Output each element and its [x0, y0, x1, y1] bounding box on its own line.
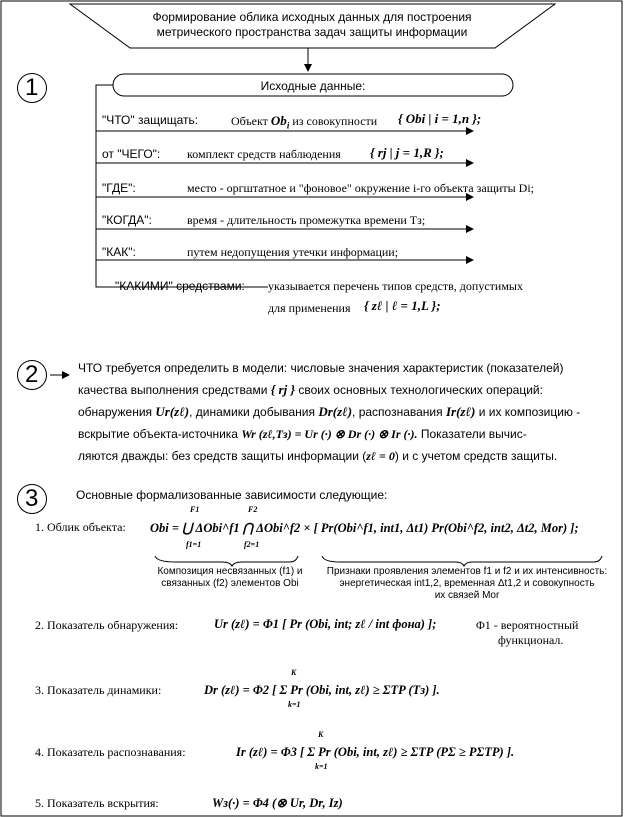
- section-3-marker: [20, 485, 39, 512]
- row-when-value: время - длительность промежутка времени Tз;: [187, 213, 426, 227]
- item-1-top-f1: F1: [190, 505, 200, 514]
- item-1-bot-f1: f1=1: [186, 540, 202, 549]
- s2-set-formula: { rj }: [270, 382, 295, 397]
- note-right-2: энергетическая int1,2, временная Δt1,2 и совокупность: [339, 578, 595, 589]
- item-3-formula: Dr (zℓ) = Φ2 [ Σ Pr (Obi, int, zℓ) ≥ ΣTP (Tз) ].: [204, 683, 440, 697]
- s2-line-4: [78, 423, 608, 445]
- section-3-intro: Основные формализованные зависимости следующие:: [76, 488, 388, 502]
- s2-line-3b: , динамики добывания: [189, 405, 315, 419]
- s2-formula-zero: zℓ = 0: [366, 449, 395, 463]
- row-means-key: "КАКИМИ" средствами:: [115, 279, 245, 293]
- row-means-value: указывается перечень типов средств, допустимых: [268, 279, 523, 293]
- note-left-2: связанных (f2) элементов Obi: [161, 578, 299, 589]
- item-2-formula: Ur (zℓ) = Φ1 [ Pr (Obi, int; zℓ / int фона) ];: [214, 617, 437, 631]
- item-4-sum-top: K: [318, 730, 324, 739]
- row-what-value-text: Объект: [231, 114, 268, 128]
- row-how-value: путем недопущения утечки информации;: [187, 245, 399, 259]
- s2-line-4b: Показатели вычис-: [420, 427, 527, 441]
- row-when-key: "КОГДА":: [102, 213, 152, 227]
- section-2-number: 2: [25, 361, 39, 388]
- s2-line-5b: ) и с учетом средств защиты.: [394, 449, 558, 463]
- note-right-1: Признаки проявления элементов f1 и f2 и их интенсивность:: [326, 566, 608, 577]
- s2-line-3a: обнаружения: [78, 405, 153, 419]
- row-from-set: { rj | j = 1,R };: [370, 145, 444, 160]
- item-3-sum-bot: k=1: [288, 700, 301, 709]
- item-5-label: 5. Показатель вскрытия:: [35, 796, 159, 810]
- row-what-tail: из совокупности: [292, 114, 378, 128]
- row-where-value: место - оргштатное и "фоновое" окружение i-го объекта защиты Di;: [187, 181, 534, 195]
- item-3-sum-top: K: [291, 668, 297, 677]
- note-right-3: их связей Mor: [434, 590, 500, 601]
- s2-line-2b: своих основных технологических операций:: [298, 383, 543, 397]
- row-how-key: "КАК":: [102, 245, 136, 259]
- item-4-sum-bot: k=1: [315, 762, 328, 771]
- row-what-key: "ЧТО" защищать:: [102, 113, 199, 127]
- item-1-label: 1. Облик объекта:: [35, 520, 126, 534]
- item-5-formula: Wз(·) = Φ4 (⊗ Ur, Dr, Iz): [212, 796, 343, 810]
- s2-line-3c: , распознавания: [352, 405, 443, 419]
- row-what-value: Объект $Ob_i$ из совокупности: [231, 113, 378, 131]
- s2-line-3: [78, 401, 608, 423]
- item-1-note-left: [148, 566, 312, 590]
- section-1-box-title: Исходные данные:: [260, 79, 366, 93]
- header-line-1: Формирование облика исходных данных для построения: [152, 10, 472, 24]
- row-what-set: { Obi | i = 1,n };: [398, 111, 482, 126]
- row-means-set: { zℓ | ℓ = 1,L };: [364, 298, 441, 313]
- s2-line-2a: качества выполнения средствами: [78, 383, 268, 397]
- row-means-value2: для применения: [268, 301, 351, 315]
- s2-line-5: [78, 445, 608, 467]
- note-left-1: Композиция несвязанных (f1) и: [157, 566, 303, 577]
- section-1-number: 1: [25, 74, 39, 101]
- s2-formula-u: Ur(zℓ): [155, 404, 190, 419]
- s2-formula-d: Dr(zℓ): [318, 404, 353, 419]
- row-what-formula: Ob: [270, 113, 287, 128]
- item-1-formula: Obi = ⋃ ΔObi^f1 ⋂ ΔObi^f2 × [ Pr(Obi^f1, int1, Δt1) Pr(Obi^f2, int2, Δt2, Mor) ];: [150, 521, 579, 535]
- item-4-formula: Ir (zℓ) = Φ3 [ Σ Pr (Obi, int, zℓ) ≥ ΣTP (PΣ ≥ PΣTP) ].: [236, 745, 515, 759]
- s2-formula-i: Ir(zℓ): [445, 404, 476, 419]
- item-3-label: 3. Показатель динамики:: [35, 683, 162, 697]
- row-from-value: комплект средств наблюдения: [187, 147, 341, 161]
- s2-formula-w: Wr (zℓ,Tз) = Ur (·) ⊗ Dr (·) ⊗ Ir (·).: [241, 427, 418, 441]
- item-1-note-right: [316, 566, 618, 602]
- item-1-bot-f2: f2=1: [244, 540, 260, 549]
- s2-line-5a: ляются дважды: без средств защиты информации (: [78, 449, 367, 463]
- section-3-number: 3: [25, 485, 39, 512]
- section-2-text: [78, 357, 608, 467]
- section-1-marker: [20, 74, 39, 101]
- s2-line-2: [78, 379, 608, 401]
- section-2-marker: [20, 361, 39, 388]
- item-2-note: Φ1 - вероятностный: [476, 618, 579, 632]
- header-line-2: метрического пространства задач защиты информации: [156, 25, 468, 39]
- row-from-key: от "ЧЕГО":: [102, 147, 161, 161]
- s2-line-1: ЧТО требуется определить в модели: числовые значения характеристик (показателей): [78, 361, 564, 375]
- header-title: [120, 10, 504, 40]
- item-4-label: 4. Показатель распознавания:: [35, 745, 186, 759]
- item-2-label: 2. Показатель обнаружения:: [35, 618, 179, 632]
- item-2-note2: функционал.: [498, 633, 564, 647]
- item-1-top-f2: F2: [248, 505, 258, 514]
- row-where-key: "ГДЕ":: [102, 181, 136, 195]
- s2-line-3d: и их композицию -: [478, 405, 581, 419]
- s2-line-4a: вскрытие объекта-источника: [78, 427, 238, 441]
